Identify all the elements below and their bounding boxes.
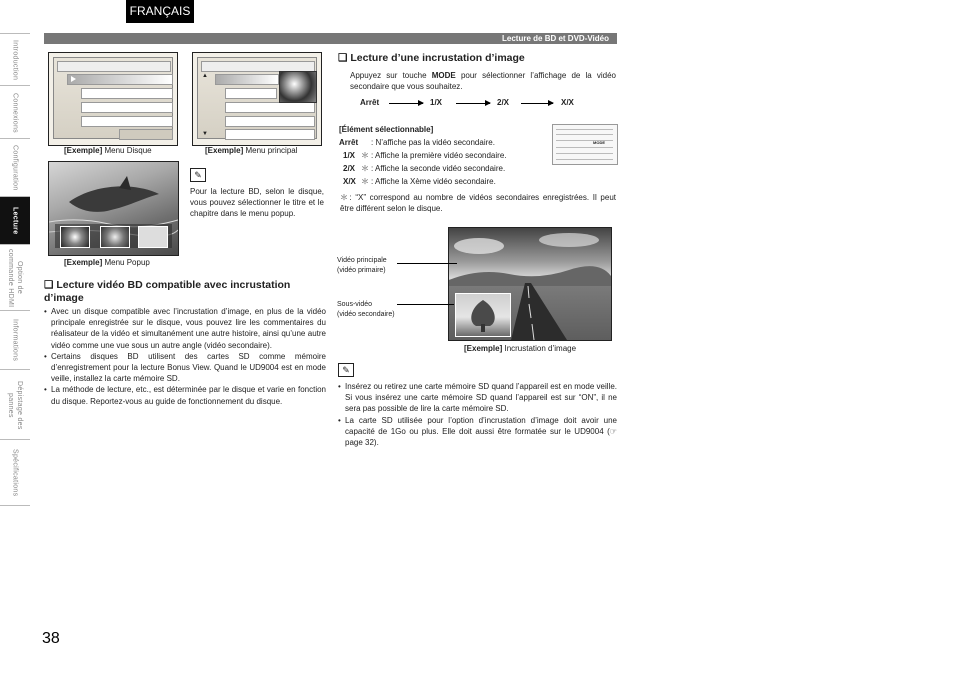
tree-illustration (456, 294, 510, 336)
item-key: Arrêt (339, 138, 359, 147)
label-line: (vidéo primaire) (337, 267, 386, 274)
leader-line-sub (397, 304, 454, 305)
sidebar-item-hdmi[interactable] (0, 244, 30, 311)
label-line: (vidéo secondaire) (337, 311, 395, 318)
pip-intro-text (350, 70, 616, 92)
sidebar-item-label: Lecture (11, 207, 19, 235)
label-sub-video (337, 300, 395, 320)
caption-text: Incrustation d’image (504, 344, 577, 353)
label-line: Vidéo principale (337, 257, 387, 264)
sidebar-item-label: Introduction (11, 39, 19, 81)
popup-thumb-2 (100, 226, 130, 248)
list-item: • La carte SD utilisée pour l’option d’incrustation d’image doit avoir une capacité de 1Go ou plus. Elle doit aussi être formatée sur le UD9004 (☞ page 32). (338, 415, 617, 449)
leader-line-main (397, 263, 457, 264)
caption-prefix: [Exemple] (205, 146, 244, 155)
item-desc: : Affiche la première vidéo secondaire. (371, 151, 507, 160)
item-desc: : Affiche la Xème vidéo secondaire. (371, 177, 496, 186)
asterisk-mark: ＊ (361, 177, 369, 186)
sidebar-item-informations[interactable] (0, 310, 30, 370)
pip-sub-video (455, 293, 511, 337)
scroll-up-icon: ▲ (202, 73, 208, 79)
sidebar-item-label: Option de commande HDMI (7, 248, 23, 308)
section-title-pip-playback: ❑ Lecture d’une incrustation d’image (338, 52, 525, 64)
list-item: • Certains disques BD utilisent des cartes SD comme mémoire d’enregistrement pour la lecture Bonus View. Quand le UD9004 est en mode veille, installez la carte mémoire SD. (44, 351, 326, 385)
label-main-video (337, 256, 387, 276)
intro-before: Appuyez sur touche (350, 71, 427, 80)
sidebar-item-introduction[interactable] (0, 33, 30, 86)
caption-text: Menu Disque (104, 146, 152, 155)
section-pip-compatible (44, 279, 326, 407)
caption-prefix: [Exemple] (464, 344, 503, 353)
list-item (339, 163, 549, 176)
list-item (339, 176, 549, 189)
asterisk-mark: ＊ (361, 164, 369, 173)
pip-compatible-bullets (44, 306, 326, 407)
caption-prefix: [Exemple] (64, 258, 103, 267)
pip-example-image (448, 227, 612, 341)
popup-menu-image (48, 161, 179, 256)
page-number: 38 (42, 630, 60, 647)
caption-pip (464, 344, 576, 353)
list-item (339, 150, 549, 163)
sequence-arrow-icon (521, 103, 553, 104)
sidebar-item-specifications[interactable] (0, 439, 30, 506)
selectable-list (339, 137, 549, 189)
sidebar-item-label: Spécifications (11, 449, 19, 497)
main-menu-image (192, 52, 322, 146)
note-pencil-icon: ✎ (338, 363, 354, 377)
item-key: X/X (343, 177, 356, 186)
note-sd-card (338, 381, 617, 448)
sequence-step-1x: 1/X (430, 98, 443, 107)
sequence-arrow-icon (389, 103, 423, 104)
menu-thumbnail (279, 71, 317, 103)
list-item: • Insérez ou retirez une carte mémoire SD quand l’appareil est en mode veille. Si vous insérez une carte mémoire SD quand l’appareil est sur “ON”, il ne sera pas possible de lire la carte mémoire SD. (338, 381, 617, 415)
sidebar-item-label: Configuration (11, 145, 19, 191)
sidebar-item-label: Dépistage des pannes (7, 380, 23, 430)
popup-thumb-3 (138, 226, 168, 248)
note-text-popup: Pour la lecture BD, selon le disque, vous pouvez sélectionner le titre et le chapitre dans le menu popup. (190, 187, 324, 218)
list-item: • Avec un disque compatible avec l’incrustation d’image, en plus de la vidéo principale enregistrée sur le disque, vous pouvez lire les commentaires du réalisateur de la vidéo et simultanément une autre histoire, ainsi qu’une autre vidéo comme une vue sous un autre angle (vidéo secondaire). (44, 306, 326, 351)
sequence-arrow-icon (456, 103, 490, 104)
label-line: Sous-vidéo (337, 301, 373, 308)
scroll-down-icon: ▼ (202, 131, 208, 137)
item-desc: : Affiche la seconde vidéo secondaire. (371, 164, 506, 173)
sequence-step-2x: 2/X (497, 98, 510, 107)
osd-mode-label: MODE (593, 140, 605, 145)
intro-after: pour sélectionner l’affichage de la vidéo secondaire que vous souhaitez. (350, 71, 617, 91)
sidebar-item-configuration[interactable] (0, 138, 30, 197)
caption-popup-menu (64, 258, 150, 267)
caption-text: Menu Popup (104, 258, 150, 267)
sequence-step-arret: Arrêt (360, 98, 380, 107)
osd-thumbnail (552, 124, 618, 165)
item-key: 2/X (343, 164, 356, 173)
sd-card-bullets (338, 381, 617, 448)
section-pip-playback (338, 52, 618, 65)
section-header-title: Lecture de BD et DVD-Vidéo (502, 34, 609, 43)
selectable-title: [Élément sélectionnable] (339, 125, 434, 134)
asterisk-mark: ＊ (361, 151, 369, 160)
sidebar-item-label: Informations (11, 319, 19, 362)
mode-key-label: MODE (431, 71, 456, 80)
sidebar-item-connexions[interactable] (0, 85, 30, 139)
popup-thumb-1 (60, 226, 90, 248)
item-desc: : N’affiche pas la vidéo secondaire. (371, 138, 495, 147)
note-pencil-icon: ✎ (190, 168, 206, 182)
sidebar-item-label: Connexions (11, 92, 19, 133)
section-header-bar (44, 33, 617, 44)
sidebar-item-depistage[interactable] (0, 369, 30, 440)
sidebar-bottom-divider (0, 505, 30, 506)
caption-text: Menu principal (245, 146, 298, 155)
item-key: 1/X (343, 151, 356, 160)
list-item: • La méthode de lecture, etc., est déterminée par le disque et varie en fonction du disque. Reportez-vous au guide de fonctionnement du disque. (44, 384, 326, 406)
language-tab: FRANÇAIS (126, 0, 194, 23)
disc-menu-image (48, 52, 178, 146)
list-item (339, 137, 549, 150)
caption-main-menu (205, 146, 298, 155)
caption-disc-menu (64, 146, 152, 155)
section-title-pip-compatible: ❑ Lecture vidéo BD compatible avec incrustation d’image (44, 279, 291, 304)
sidebar-item-lecture[interactable] (0, 196, 30, 245)
caption-prefix: [Exemple] (64, 146, 103, 155)
sequence-step-xx: X/X (561, 98, 574, 107)
footnote-x: ＊: “X” correspond au nombre de vidéos secondaires enregistrées. Il peut être différent selon le disque. (340, 193, 616, 213)
